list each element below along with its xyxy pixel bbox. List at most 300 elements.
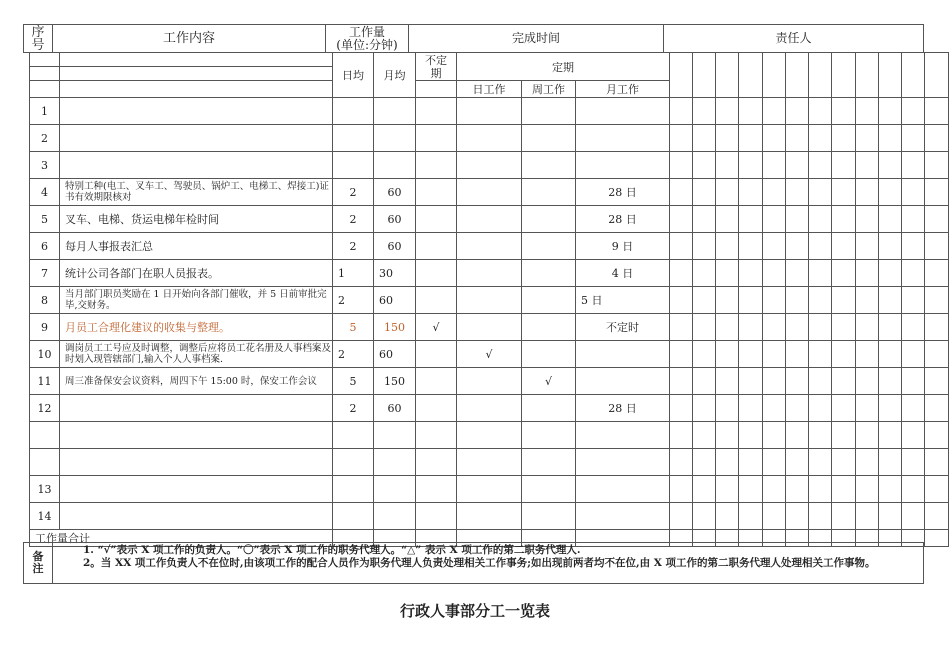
row-number: 10 [30,341,60,368]
row-monthly-avg: 60 [374,179,416,206]
row-monthly-avg: 60 [374,395,416,422]
responsible-cell [716,422,739,449]
responsible-cell [902,260,925,287]
responsible-cell [716,260,739,287]
row-day-work [457,476,522,503]
row-day-work [457,260,522,287]
responsible-cell [902,341,925,368]
responsible-cell [809,341,832,368]
responsible-cell [763,503,786,530]
row-month-work: 5 日 [576,287,670,314]
table-row [30,260,949,287]
responsible-cell [856,125,879,152]
responsible-cell [786,476,809,503]
row-day-work [457,179,522,206]
row-irregular [416,233,457,260]
irregular-header: 不定 期 [416,53,457,81]
responsible-cell [809,314,832,341]
row-monthly-avg [374,449,416,476]
row-content: 月员工合理化建议的收集与整理。 [60,314,333,341]
responsible-cell [786,503,809,530]
responsible-cell [809,287,832,314]
responsible-cell [856,179,879,206]
responsible-cell [670,53,693,98]
responsible-cell [925,449,949,476]
responsible-cell [763,233,786,260]
table-row [30,152,949,179]
row-month-work: 28 日 [576,395,670,422]
row-day-work [457,233,522,260]
responsible-cell [693,152,716,179]
responsible-cell [925,341,949,368]
row-monthly-avg: 60 [374,233,416,260]
row-month-work [576,422,670,449]
row-irregular [416,98,457,125]
responsible-cell [716,152,739,179]
responsible-cell [739,152,763,179]
responsible-cell [902,53,925,98]
remarks-label: 备 注 [24,543,53,584]
row-content [60,503,333,530]
row-month-work: 28 日 [576,206,670,233]
responsible-cell [716,476,739,503]
row-month-work [576,152,670,179]
responsible-cell [902,395,925,422]
sub-empty-cell [30,67,60,81]
row-daily-avg [333,503,374,530]
row-daily-avg: 2 [333,395,374,422]
responsible-cell [763,287,786,314]
responsible-cell [809,422,832,449]
responsible-cell [856,287,879,314]
responsible-cell [693,503,716,530]
row-daily-avg [333,98,374,125]
responsible-cell [763,341,786,368]
responsible-cell [832,503,856,530]
row-week-work [522,341,576,368]
responsible-cell [670,152,693,179]
row-month-work [576,98,670,125]
responsible-cell [670,125,693,152]
responsible-cell [786,395,809,422]
weekly-work-header: 周工作 [522,81,576,98]
responsible-cell [786,206,809,233]
responsible-cell [879,503,902,530]
monthly-avg-header: 月均 [374,53,416,98]
responsible-cell [856,152,879,179]
row-content [60,449,333,476]
responsible-cell [902,206,925,233]
responsible-cell [670,422,693,449]
responsible-cell [832,125,856,152]
row-day-work [457,125,522,152]
responsible-cell [670,368,693,395]
responsible-cell [786,233,809,260]
responsible-cell [739,314,763,341]
responsible-cell [716,125,739,152]
row-month-work [576,341,670,368]
row-week-work [522,206,576,233]
responsible-cell [786,287,809,314]
row-irregular [416,260,457,287]
responsible-cell [925,260,949,287]
row-week-work [522,503,576,530]
row-day-work [457,422,522,449]
table-row [30,341,949,368]
responsible-cell [786,125,809,152]
responsible-cell [716,98,739,125]
responsible-cell [809,503,832,530]
row-day-work [457,152,522,179]
responsible-cell [670,260,693,287]
table-row [30,179,949,206]
responsible-cell [856,314,879,341]
row-week-work: √ [522,368,576,395]
responsible-cell [716,368,739,395]
row-week-work [522,125,576,152]
responsible-cell [879,179,902,206]
row-monthly-avg: 60 [374,287,416,314]
responsible-cell [832,422,856,449]
responsible-cell [693,233,716,260]
responsible-cell [763,476,786,503]
row-content [60,152,333,179]
row-content [60,125,333,152]
responsible-cell [902,287,925,314]
row-daily-avg: 5 [333,368,374,395]
row-month-work [576,449,670,476]
responsible-cell [716,449,739,476]
responsible-cell [716,287,739,314]
responsible-cell [902,314,925,341]
responsible-cell [716,341,739,368]
row-content: 每月人事报表汇总 [60,233,333,260]
responsible-cell [693,314,716,341]
responsible-cell [856,395,879,422]
responsible-cell [809,206,832,233]
row-month-work: 不定时 [576,314,670,341]
responsible-cell [832,287,856,314]
responsible-cell [716,206,739,233]
responsible-cell [739,125,763,152]
responsible-cell [763,449,786,476]
responsible-cell [739,53,763,98]
row-day-work: √ [457,341,522,368]
row-number: 8 [30,287,60,314]
responsible-cell [856,503,879,530]
responsible-cell [902,98,925,125]
responsible-cell [670,206,693,233]
row-monthly-avg [374,125,416,152]
responsible-cell [879,287,902,314]
row-irregular: √ [416,314,457,341]
row-number: 7 [30,260,60,287]
responsible-cell [856,476,879,503]
responsible-cell [739,449,763,476]
header-responsible: 责任人 [664,25,924,53]
row-day-work [457,287,522,314]
responsible-cell [832,152,856,179]
row-week-work [522,314,576,341]
row-week-work [522,395,576,422]
responsible-cell [763,422,786,449]
responsible-cell [902,476,925,503]
responsible-cell [739,179,763,206]
responsible-cell [902,233,925,260]
row-irregular [416,152,457,179]
table-row [30,476,949,503]
table-row [30,368,949,395]
responsible-cell [693,395,716,422]
row-number [30,449,60,476]
responsible-cell [832,314,856,341]
row-day-work [457,368,522,395]
sub-empty-cell [60,67,333,81]
responsible-cell [739,422,763,449]
table-row [30,314,949,341]
responsible-cell [809,395,832,422]
row-month-work [576,476,670,503]
responsible-cell [786,368,809,395]
row-number: 4 [30,179,60,206]
responsible-cell [670,341,693,368]
row-day-work [457,395,522,422]
remarks-table [23,542,924,584]
responsible-cell [739,395,763,422]
responsible-cell [879,449,902,476]
responsible-cell [832,53,856,98]
responsible-cell [786,314,809,341]
responsible-cell [693,53,716,98]
responsible-cell [739,260,763,287]
responsible-cell [856,260,879,287]
responsible-cell [786,53,809,98]
responsible-cell [832,206,856,233]
row-content: 特别工种(电工、叉车工、驾驶员、锅炉工、电梯工、焊接工)证书有效期限核对 [60,179,333,206]
header-workload: 工作量 (单位:分钟) [326,25,409,53]
responsible-cell [693,287,716,314]
responsible-cell [786,341,809,368]
row-day-work [457,206,522,233]
responsible-cell [925,368,949,395]
responsible-cell [925,179,949,206]
row-week-work [522,260,576,287]
responsible-cell [902,449,925,476]
responsible-cell [763,206,786,233]
row-daily-avg: 5 [333,314,374,341]
row-irregular [416,422,457,449]
responsible-cell [670,233,693,260]
responsible-cell [879,341,902,368]
responsible-cell [832,341,856,368]
row-week-work [522,476,576,503]
responsible-cell [832,98,856,125]
row-monthly-avg: 60 [374,206,416,233]
row-daily-avg: 2 [333,287,374,314]
row-monthly-avg [374,503,416,530]
responsible-cell [786,449,809,476]
row-irregular [416,503,457,530]
responsible-cell [832,476,856,503]
table-row [30,422,949,449]
responsible-cell [879,125,902,152]
row-monthly-avg [374,98,416,125]
responsible-cell [925,476,949,503]
row-month-work: 9 日 [576,233,670,260]
row-daily-avg [333,422,374,449]
row-week-work [522,233,576,260]
responsible-cell [670,287,693,314]
responsible-cell [786,179,809,206]
responsible-cell [693,341,716,368]
row-content: 当月部门职员奖励在 1 日开始向各部门催收，并 5 日前审批完毕,交财务。 [60,287,333,314]
responsible-cell [763,179,786,206]
responsible-cell [925,125,949,152]
row-number: 13 [30,476,60,503]
responsible-cell [809,125,832,152]
responsible-cell [809,53,832,98]
row-content [60,98,333,125]
row-day-work [457,98,522,125]
responsible-cell [670,179,693,206]
responsible-cell [902,503,925,530]
responsible-cell [739,98,763,125]
responsible-cell [763,314,786,341]
responsible-cell [925,422,949,449]
sub-empty-cell [30,53,60,67]
responsible-cell [763,98,786,125]
remarks-line-2: 2。当 XX 项工作负责人不在位时,由该项工作的配合人员作为职务代理人负责处理相关工作事务;如出现前两者均不在位,由 X 项工作的第二职务代理人处理相关工作事物。 [83,557,876,569]
responsible-cell [879,152,902,179]
responsible-cell [716,233,739,260]
responsible-cell [763,368,786,395]
responsible-cell [832,395,856,422]
header-table [23,24,924,53]
sub-empty-cell [30,81,60,98]
responsible-cell [879,53,902,98]
responsible-cell [739,287,763,314]
responsible-cell [856,368,879,395]
row-irregular [416,206,457,233]
row-number: 9 [30,314,60,341]
sub-empty-cell [60,53,333,67]
responsible-cell [925,233,949,260]
responsible-cell [879,368,902,395]
row-month-work [576,503,670,530]
responsible-cell [856,422,879,449]
page-title: 行政人事部分工一览表 [399,602,550,620]
row-daily-avg: 2 [333,341,374,368]
responsible-cell [763,125,786,152]
row-daily-avg [333,476,374,503]
responsible-cell [809,179,832,206]
responsible-cell [809,449,832,476]
responsible-cell [693,422,716,449]
row-content: 周三准备保安会议资料，周四下午 15:00 时，保安工作会议 [60,368,333,395]
responsible-cell [879,260,902,287]
responsible-cell [879,314,902,341]
row-daily-avg: 2 [333,206,374,233]
responsible-cell [902,125,925,152]
responsible-cell [832,179,856,206]
row-month-work: 28 日 [576,179,670,206]
responsible-cell [856,53,879,98]
row-monthly-avg [374,422,416,449]
responsible-cell [832,260,856,287]
responsible-cell [856,233,879,260]
responsible-cell [716,53,739,98]
responsible-cell [809,98,832,125]
table-row [30,98,949,125]
responsible-cell [739,368,763,395]
responsible-cell [763,53,786,98]
row-daily-avg: 2 [333,179,374,206]
row-number: 6 [30,233,60,260]
responsible-cell [902,422,925,449]
responsible-cell [925,503,949,530]
responsible-cell [716,314,739,341]
row-irregular [416,125,457,152]
responsible-cell [925,395,949,422]
responsible-cell [739,206,763,233]
responsible-cell [786,422,809,449]
row-daily-avg: 2 [333,233,374,260]
daily-work-header: 日工作 [457,81,522,98]
remarks-line-1: 1. “√”表示 X 项工作的负责人。“〇”表示 X 项工作的职务代理人。“△” 表示 X 项工作的第二职务代理人. [83,544,581,556]
responsible-cell [809,233,832,260]
responsible-cell [902,152,925,179]
responsible-cell [832,233,856,260]
row-irregular [416,341,457,368]
row-monthly-avg [374,476,416,503]
row-daily-avg [333,125,374,152]
responsible-cell [739,341,763,368]
responsible-cell [693,476,716,503]
table-row [30,287,949,314]
responsible-cell [763,260,786,287]
table-row [30,233,949,260]
row-day-work [457,449,522,476]
work-table [29,52,949,547]
row-irregular [416,449,457,476]
row-week-work [522,287,576,314]
responsible-cell [670,503,693,530]
responsible-cell [879,206,902,233]
responsible-cell [856,206,879,233]
responsible-cell [856,98,879,125]
responsible-cell [716,395,739,422]
responsible-cell [716,179,739,206]
row-monthly-avg: 150 [374,368,416,395]
table-row [30,395,949,422]
responsible-cell [763,395,786,422]
row-content [60,476,333,503]
row-content: 统计公司各部门在职人员报表。 [60,260,333,287]
responsible-cell [739,476,763,503]
responsible-cell [716,503,739,530]
row-number: 14 [30,503,60,530]
table-row [30,503,949,530]
row-daily-avg: 1 [333,260,374,287]
row-content [60,422,333,449]
responsible-cell [693,98,716,125]
row-irregular [416,179,457,206]
responsible-cell [856,341,879,368]
responsible-cell [902,368,925,395]
row-irregular [416,368,457,395]
periodic-header: 定期 [457,53,670,81]
row-month-work [576,368,670,395]
